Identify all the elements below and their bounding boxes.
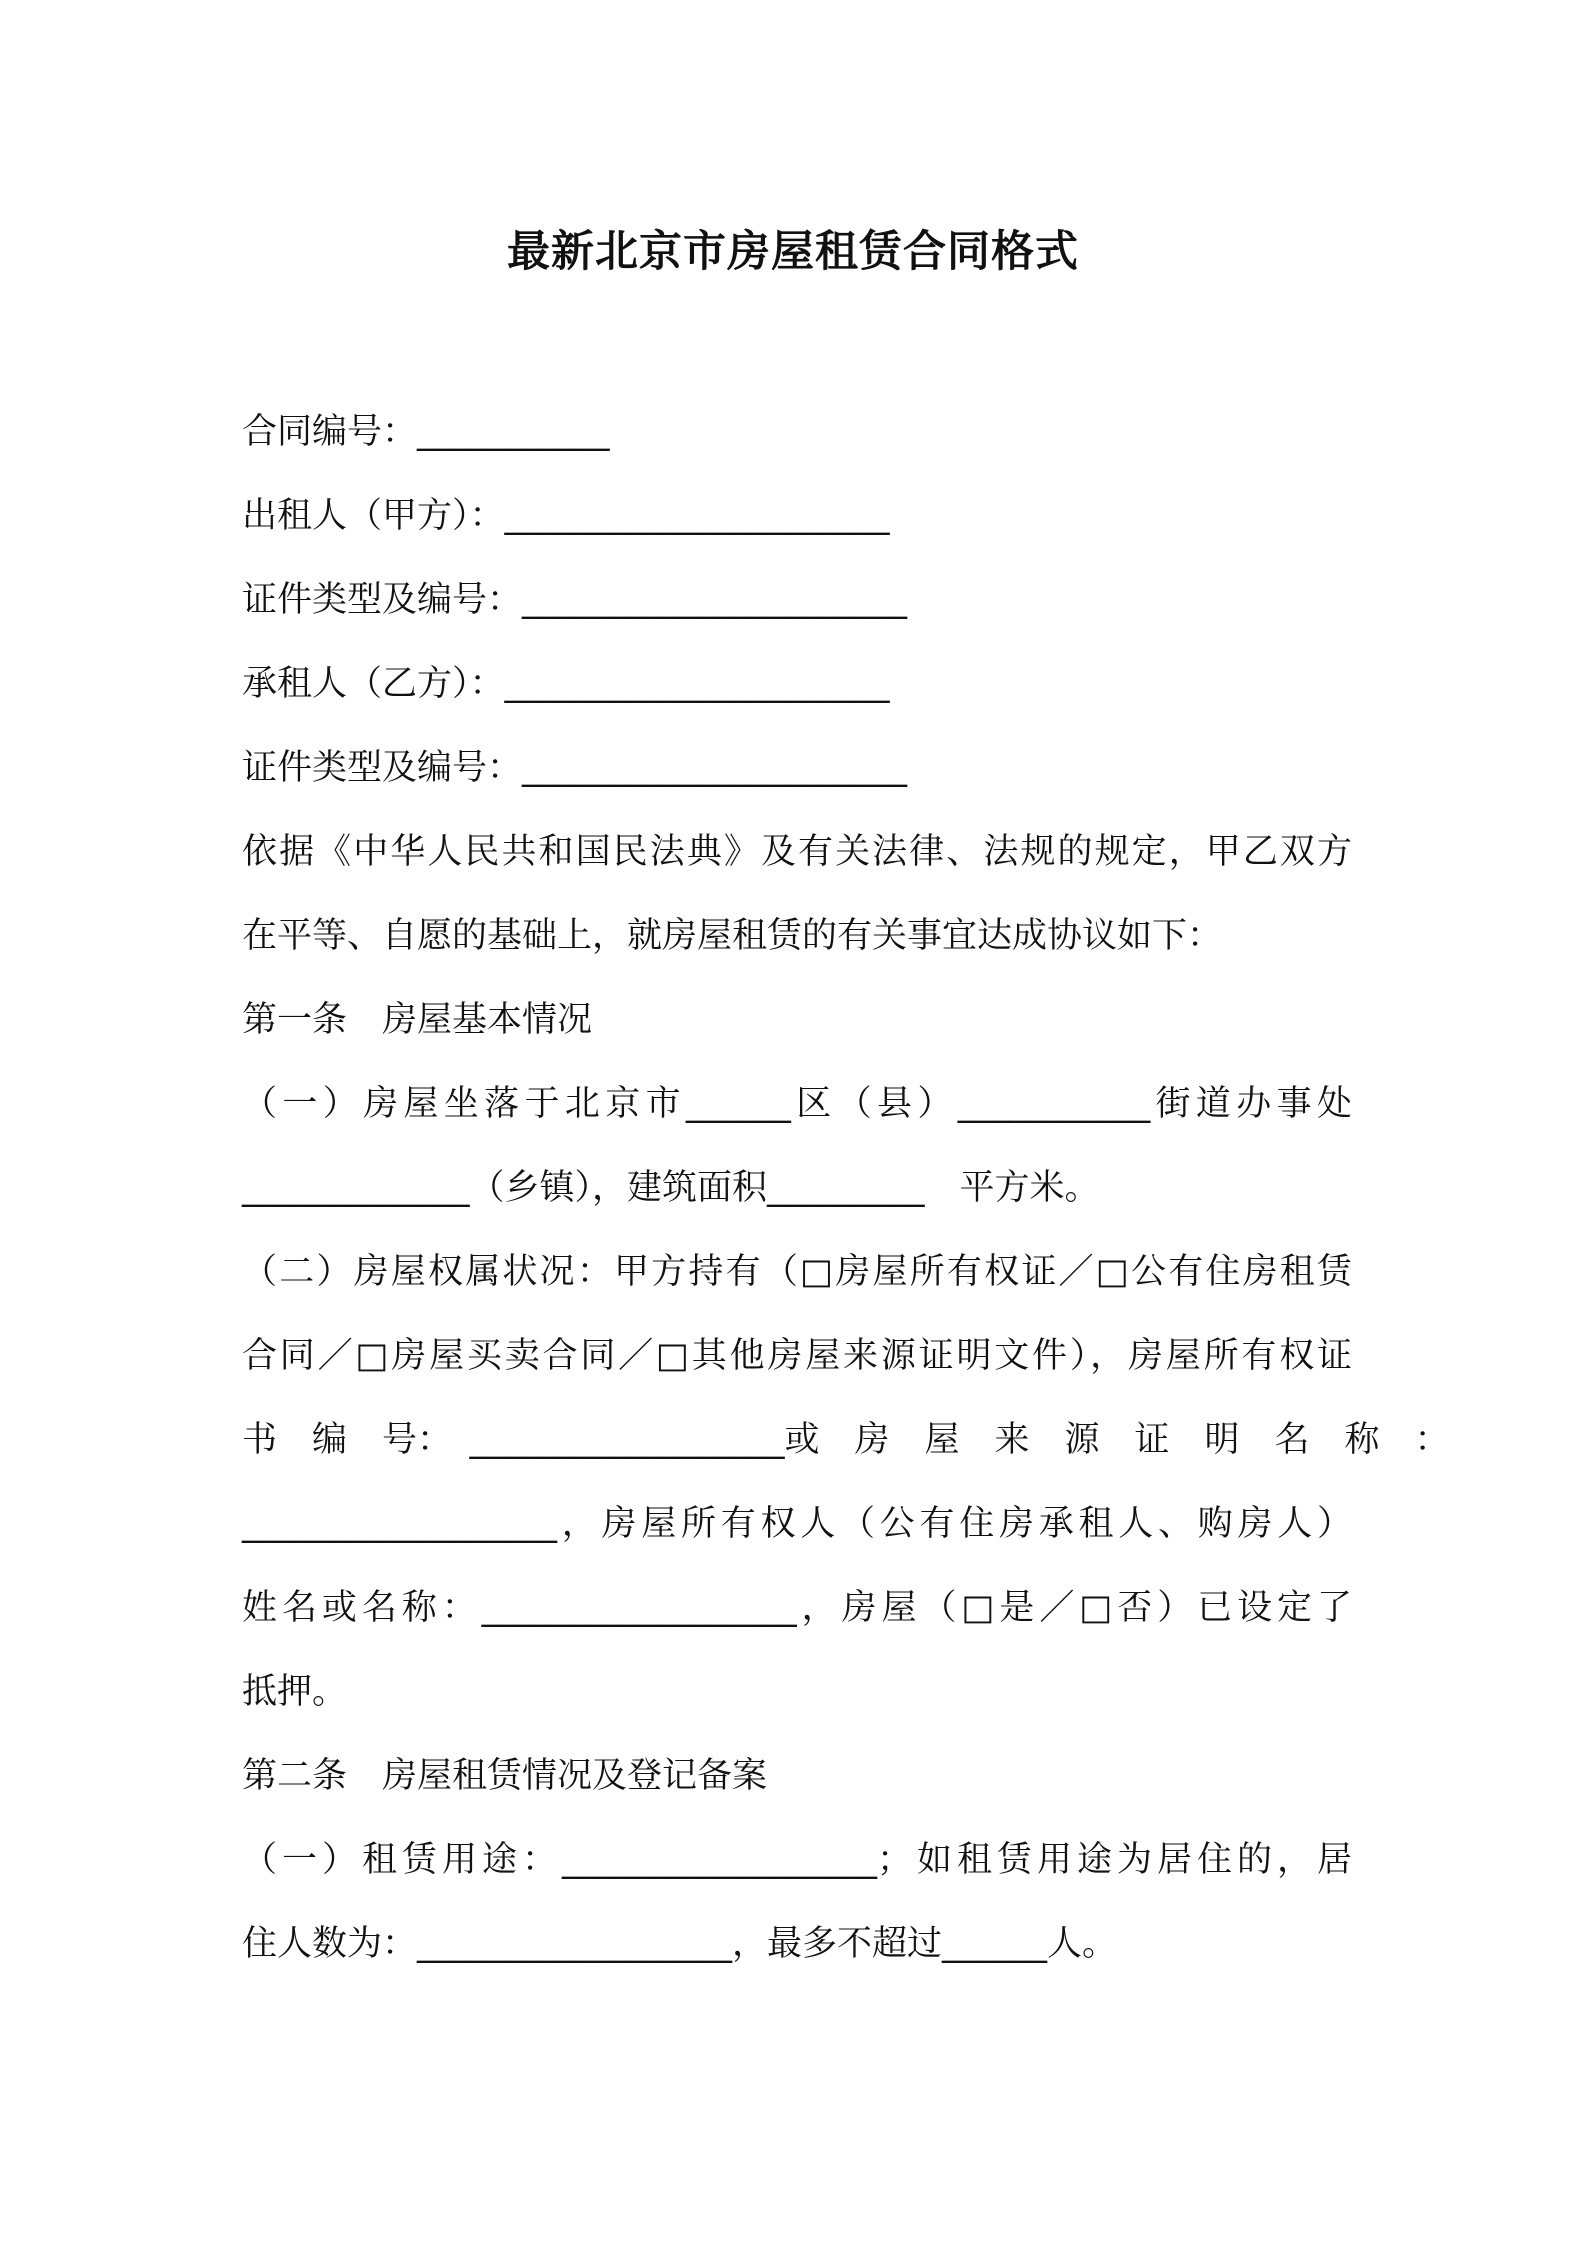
lessor-line: 出租人（甲方）：______________________: [242, 496, 890, 536]
preamble-line-2: 在平等、自愿的基础上，就房屋租赁的有关事宜达成协议如下：: [242, 916, 1223, 956]
lessor-id-line: 证件类型及编号：______________________: [242, 580, 908, 620]
article-1-item-2-line-3: 书 编 号： __________________或 房 屋 来 源 证 明 名 称 ：: [242, 1420, 1450, 1460]
article-1-item-2-line-5: 姓名或名称：__________________，房屋（□是／□否）已设定了: [242, 1588, 1352, 1628]
article-1-item-2-line-1: （二）房屋权属状况：甲方持有（□房屋所有权证／□公有住房租赁: [242, 1252, 1352, 1292]
article-1-item-2-line-2: 合同／□房屋买卖合同／□其他房屋来源证明文件），房屋所有权证: [242, 1336, 1352, 1376]
preamble-line-1: 依据《中华人民共和国民法典》及有关法律、法规的规定，甲乙双方: [242, 832, 1352, 872]
contract-number-line: 合同编号：___________: [242, 412, 610, 452]
article-1-heading: 第一条 房屋基本情况: [242, 1000, 593, 1040]
lessee-line: 承租人（乙方）：______________________: [242, 664, 890, 704]
article-1-item-2-line-6: 抵押。: [242, 1672, 348, 1712]
article-2-item-1-line-1: （一）租赁用途：__________________；如租赁用途为居住的，居: [242, 1840, 1352, 1880]
lessee-id-line: 证件类型及编号：______________________: [242, 748, 908, 788]
article-1-item-1-line-2: _____________（乡镇），建筑面积_________ 平方米。: [242, 1168, 1100, 1208]
document-title: 最新北京市房屋租赁合同格式: [507, 227, 1079, 277]
article-1-item-1-line-1: （一）房屋坐落于北京市______区（县）___________街道办事处: [242, 1084, 1352, 1124]
article-1-item-2-line-4: __________________，房屋所有权人（公有住房承租人、购房人）: [242, 1504, 1352, 1544]
article-2-heading: 第二条 房屋租赁情况及登记备案: [242, 1756, 768, 1796]
article-2-item-1-line-2: 住人数为：__________________，最多不超过______人。: [242, 1924, 1118, 1964]
